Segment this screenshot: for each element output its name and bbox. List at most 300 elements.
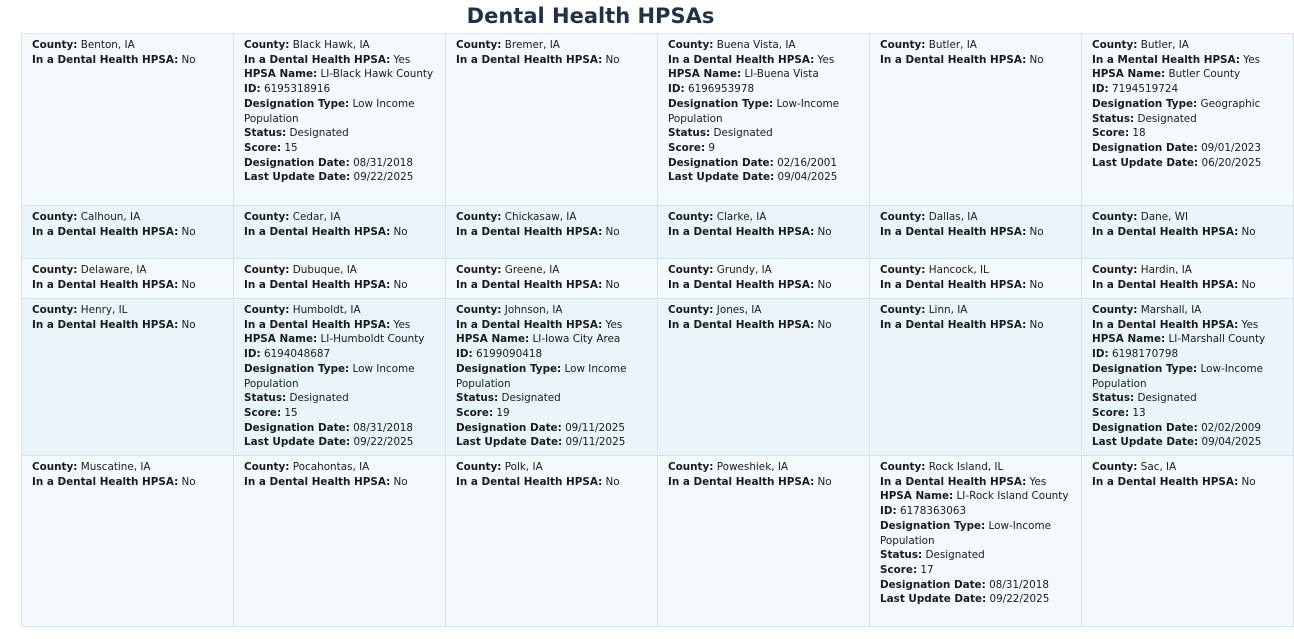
field-line — [244, 53, 435, 68]
county-cell — [234, 206, 446, 259]
field-label: Score: — [244, 141, 282, 154]
field-label: County: — [32, 304, 78, 316]
field-line — [32, 38, 223, 53]
field-label: In a Dental Health HPSA: — [1092, 278, 1239, 291]
field-line — [880, 519, 1071, 548]
grid-row — [22, 456, 1294, 627]
county-cell — [446, 206, 658, 259]
field-line — [244, 38, 435, 53]
field-value: Designated — [710, 127, 773, 140]
field-label: In a Dental Health HPSA: — [456, 278, 603, 291]
field-line — [456, 406, 647, 421]
field-line — [244, 126, 435, 141]
field-line — [668, 225, 859, 240]
field-line — [244, 225, 435, 240]
field-label: Designation Type: — [668, 97, 774, 110]
field-value: 13 — [1129, 406, 1146, 419]
field-label: In a Dental Health HPSA: — [244, 475, 391, 488]
field-line — [244, 67, 435, 82]
county-cell — [1082, 34, 1294, 206]
field-line — [32, 303, 223, 318]
field-value: 6198170798 — [1108, 348, 1179, 361]
county-cell — [446, 34, 658, 206]
field-label: Score: — [456, 406, 494, 419]
county-cell — [870, 259, 1082, 299]
field-line — [456, 460, 647, 475]
field-label: In a Dental Health HPSA: — [32, 53, 179, 66]
field-value: Hancock, IL — [925, 264, 989, 276]
field-line — [1092, 318, 1283, 333]
field-value: Low-Income Population — [1092, 362, 1263, 390]
field-line — [668, 97, 859, 126]
field-label: Designation Date: — [1092, 141, 1198, 154]
field-value: No — [1238, 278, 1256, 291]
field-label: In a Dental Health HPSA: — [880, 225, 1027, 238]
field-label: Status: — [668, 127, 711, 140]
field-value: Low Income Population — [456, 362, 627, 390]
field-line — [456, 347, 647, 362]
field-label: Designation Type: — [244, 97, 350, 110]
field-line — [244, 170, 435, 185]
field-value: Clarke, IA — [713, 211, 767, 223]
field-line — [1092, 38, 1283, 53]
field-label: County: — [668, 211, 714, 223]
field-value: Yes — [390, 318, 411, 331]
county-grid — [21, 33, 1294, 627]
field-value: 02/16/2001 — [773, 156, 837, 169]
field-line — [880, 278, 1071, 293]
field-value: LI-Rock Island County — [953, 490, 1069, 503]
field-line — [668, 303, 859, 318]
field-line — [244, 97, 435, 126]
county-cell — [22, 259, 234, 299]
field-label: County: — [32, 211, 78, 223]
county-cell — [870, 456, 1082, 627]
field-line — [244, 347, 435, 362]
field-line — [456, 303, 647, 318]
field-value: Yes — [390, 53, 411, 66]
county-grid-body — [22, 34, 1294, 627]
field-line — [1092, 347, 1283, 362]
field-line — [1092, 97, 1283, 112]
field-value: 6195318916 — [260, 83, 331, 96]
county-cell — [658, 34, 870, 206]
field-value: Poweshiek, IA — [713, 461, 788, 473]
field-label: Score: — [880, 563, 918, 576]
field-label: County: — [880, 461, 926, 473]
field-line — [668, 263, 859, 278]
field-value: Butler, IA — [1137, 39, 1189, 51]
field-label: Last Update Date: — [1092, 436, 1199, 449]
field-label: ID: — [880, 505, 897, 518]
field-value: Designated — [1134, 392, 1197, 405]
grid-row — [22, 259, 1294, 299]
field-value: LI-Black Hawk County — [317, 68, 434, 81]
county-cell — [1082, 299, 1294, 456]
field-value: Calhoun, IA — [77, 211, 141, 223]
field-line — [880, 303, 1071, 318]
field-value: Butler, IA — [925, 39, 977, 51]
field-label: Last Update Date: — [668, 171, 775, 184]
field-label: Designation Date: — [668, 156, 774, 169]
field-line — [1092, 126, 1283, 141]
field-line — [1092, 278, 1283, 293]
field-value: Polk, IA — [501, 461, 543, 473]
field-line — [1092, 391, 1283, 406]
field-value: 09/11/2025 — [562, 436, 626, 449]
field-label: Score: — [244, 406, 282, 419]
field-line — [1092, 303, 1283, 318]
field-line — [668, 126, 859, 141]
field-label: In a Dental Health HPSA: — [32, 475, 179, 488]
grid-row — [22, 206, 1294, 259]
field-label: In a Dental Health HPSA: — [1092, 225, 1239, 238]
field-label: Designation Date: — [244, 156, 350, 169]
field-line — [668, 460, 859, 475]
field-label: In a Dental Health HPSA: — [880, 53, 1027, 66]
page-title: Dental Health HPSAs — [466, 4, 715, 28]
field-value: No — [1238, 475, 1256, 488]
field-line — [456, 53, 647, 68]
field-label: County: — [1092, 264, 1138, 276]
field-line — [880, 548, 1071, 563]
field-value: Butler County — [1165, 68, 1241, 81]
field-value: No — [814, 318, 832, 331]
field-line — [1092, 421, 1283, 436]
field-value: LI-Iowa City Area — [529, 333, 621, 346]
county-cell — [234, 259, 446, 299]
county-cell — [1082, 259, 1294, 299]
field-line — [244, 156, 435, 171]
field-label: In a Dental Health HPSA: — [1092, 475, 1239, 488]
field-line — [456, 421, 647, 436]
field-line — [668, 210, 859, 225]
grid-row — [22, 299, 1294, 456]
field-label: Last Update Date: — [244, 436, 351, 449]
field-line — [668, 475, 859, 490]
field-value: Sac, IA — [1137, 461, 1177, 473]
field-value: 15 — [281, 141, 298, 154]
field-label: Designation Type: — [1092, 362, 1198, 375]
field-label: In a Dental Health HPSA: — [244, 318, 391, 331]
field-value: Cedar, IA — [289, 211, 341, 223]
county-cell — [22, 34, 234, 206]
field-line — [32, 225, 223, 240]
field-label: In a Dental Health HPSA: — [668, 278, 815, 291]
field-label: In a Dental Health HPSA: — [244, 225, 391, 238]
field-value: 09/04/2025 — [774, 171, 838, 184]
field-value: 19 — [493, 406, 510, 419]
field-label: Score: — [1092, 406, 1130, 419]
field-label: County: — [244, 264, 290, 276]
field-line — [456, 332, 647, 347]
field-value: 6194048687 — [260, 348, 331, 361]
field-line — [244, 332, 435, 347]
field-value: Dallas, IA — [925, 211, 978, 223]
field-value: No — [178, 278, 196, 291]
field-line — [32, 475, 223, 490]
field-value: LI-Buena Vista — [741, 68, 819, 81]
field-value: Chickasaw, IA — [501, 211, 577, 223]
field-value: 9 — [705, 141, 716, 154]
field-line — [456, 278, 647, 293]
field-value: Black Hawk, IA — [289, 39, 370, 51]
field-label: County: — [456, 211, 502, 223]
field-line — [244, 435, 435, 450]
field-label: In a Dental Health HPSA: — [668, 318, 815, 331]
field-value: Low-Income Population — [668, 97, 839, 125]
field-value: Delaware, IA — [77, 264, 147, 276]
field-line — [456, 475, 647, 490]
field-label: County: — [1092, 304, 1138, 316]
field-label: HPSA Name: — [244, 68, 318, 81]
field-line — [880, 578, 1071, 593]
field-value: 18 — [1129, 127, 1146, 140]
field-line — [244, 460, 435, 475]
field-value: Jones, IA — [713, 304, 762, 316]
field-value: Pocahontas, IA — [289, 461, 370, 473]
field-value: No — [1026, 278, 1044, 291]
field-label: In a Dental Health HPSA: — [668, 53, 815, 66]
field-value: 09/22/2025 — [986, 593, 1050, 606]
county-cell — [22, 299, 234, 456]
field-line — [456, 38, 647, 53]
field-label: Status: — [244, 127, 287, 140]
field-label: Designation Type: — [244, 362, 350, 375]
field-label: County: — [244, 304, 290, 316]
field-value: Dane, WI — [1137, 211, 1189, 223]
field-label: ID: — [668, 83, 685, 96]
field-label: County: — [880, 211, 926, 223]
field-label: ID: — [1092, 83, 1109, 96]
field-label: County: — [456, 39, 502, 51]
field-label: Last Update Date: — [244, 171, 351, 184]
field-value: Dubuque, IA — [289, 264, 357, 276]
field-value: 09/01/2023 — [1197, 141, 1261, 154]
field-line — [456, 391, 647, 406]
field-label: HPSA Name: — [1092, 68, 1166, 81]
field-value: Designated — [286, 127, 349, 140]
field-line — [244, 318, 435, 333]
field-label: County: — [1092, 211, 1138, 223]
field-line — [456, 225, 647, 240]
field-line — [1092, 53, 1283, 68]
field-label: Designation Date: — [1092, 421, 1198, 434]
field-value: Low Income Population — [244, 97, 415, 125]
field-value: Geographic — [1197, 97, 1261, 110]
field-label: County: — [880, 39, 926, 51]
field-line — [244, 141, 435, 156]
field-label: In a Dental Health HPSA: — [880, 278, 1027, 291]
field-label: County: — [880, 304, 926, 316]
field-label: County: — [880, 264, 926, 276]
field-value: Buena Vista, IA — [713, 39, 796, 51]
field-line — [456, 263, 647, 278]
field-label: In a Dental Health HPSA: — [456, 475, 603, 488]
county-cell — [234, 456, 446, 627]
field-value: Designated — [498, 392, 561, 405]
field-value: Low-Income Population — [880, 519, 1051, 547]
field-label: County: — [32, 461, 78, 473]
field-line — [32, 318, 223, 333]
field-label: Score: — [668, 141, 706, 154]
field-label: Designation Date: — [244, 421, 350, 434]
field-value: 6199090418 — [472, 348, 543, 361]
field-label: County: — [668, 461, 714, 473]
field-value: Rock Island, IL — [925, 461, 1004, 473]
field-label: HPSA Name: — [668, 68, 742, 81]
field-value: Designated — [286, 392, 349, 405]
field-label: County: — [456, 304, 502, 316]
field-value: 08/31/2018 — [349, 421, 413, 434]
field-value: Yes — [1239, 53, 1261, 66]
field-label: In a Mental Health HPSA: — [1092, 53, 1240, 66]
field-line — [244, 391, 435, 406]
field-value: No — [814, 278, 832, 291]
field-line — [1092, 475, 1283, 490]
field-line — [880, 53, 1071, 68]
field-value: No — [814, 225, 832, 238]
field-value: Yes — [1238, 318, 1259, 331]
field-label: In a Dental Health HPSA: — [668, 225, 815, 238]
field-label: County: — [244, 461, 290, 473]
field-line — [880, 489, 1071, 504]
field-line — [880, 318, 1071, 333]
field-label: County: — [668, 264, 714, 276]
field-value: No — [602, 53, 620, 66]
county-cell — [658, 456, 870, 627]
field-value: No — [602, 475, 620, 488]
field-line — [32, 278, 223, 293]
field-line — [32, 53, 223, 68]
field-label: County: — [244, 39, 290, 51]
field-label: County: — [244, 211, 290, 223]
field-line — [668, 156, 859, 171]
field-value: No — [178, 318, 196, 331]
field-line — [880, 504, 1071, 519]
field-value: Johnson, IA — [501, 304, 563, 316]
field-label: County: — [1092, 461, 1138, 473]
county-cell — [22, 456, 234, 627]
county-cell — [234, 34, 446, 206]
field-value: 09/22/2025 — [350, 436, 414, 449]
field-line — [668, 170, 859, 185]
field-label: HPSA Name: — [456, 333, 530, 346]
field-label: Status: — [880, 549, 923, 562]
field-value: Linn, IA — [925, 304, 968, 316]
field-line — [1092, 67, 1283, 82]
field-line — [456, 435, 647, 450]
county-cell — [1082, 206, 1294, 259]
field-label: Designation Date: — [456, 421, 562, 434]
field-line — [244, 421, 435, 436]
field-label: Status: — [1092, 112, 1135, 125]
field-value: No — [390, 278, 408, 291]
field-line — [32, 460, 223, 475]
field-line — [880, 563, 1071, 578]
field-label: HPSA Name: — [1092, 333, 1166, 346]
field-value: Low Income Population — [244, 362, 415, 390]
field-line — [1092, 460, 1283, 475]
field-label: Designation Type: — [1092, 97, 1198, 110]
field-label: HPSA Name: — [880, 490, 954, 503]
field-value: Benton, IA — [77, 39, 135, 51]
field-line — [880, 592, 1071, 607]
field-value: LI-Marshall County — [1165, 333, 1266, 346]
field-value: 08/31/2018 — [349, 156, 413, 169]
field-line — [880, 263, 1071, 278]
field-value: No — [178, 53, 196, 66]
field-line — [668, 318, 859, 333]
field-label: County: — [668, 39, 714, 51]
field-value: 08/31/2018 — [985, 578, 1049, 591]
field-value: Bremer, IA — [501, 39, 560, 51]
field-label: County: — [456, 264, 502, 276]
field-line — [880, 475, 1071, 490]
field-value: Hardin, IA — [1137, 264, 1192, 276]
county-cell — [446, 259, 658, 299]
field-value: Grundy, IA — [713, 264, 772, 276]
field-label: Score: — [1092, 127, 1130, 140]
field-line — [456, 318, 647, 333]
field-value: Designated — [922, 549, 985, 562]
field-value: No — [1026, 53, 1044, 66]
field-label: In a Dental Health HPSA: — [32, 318, 179, 331]
field-value: No — [602, 278, 620, 291]
field-label: In a Dental Health HPSA: — [668, 475, 815, 488]
field-line — [1092, 225, 1283, 240]
field-line — [1092, 263, 1283, 278]
county-cell — [1082, 456, 1294, 627]
field-label: Last Update Date: — [1092, 156, 1199, 169]
field-line — [244, 303, 435, 318]
county-cell — [22, 206, 234, 259]
field-label: ID: — [1092, 348, 1109, 361]
field-label: Last Update Date: — [456, 436, 563, 449]
field-line — [1092, 82, 1283, 97]
field-value: Humboldt, IA — [289, 304, 361, 316]
field-label: In a Dental Health HPSA: — [244, 278, 391, 291]
field-value: 7194519724 — [1108, 83, 1179, 96]
county-cell — [234, 299, 446, 456]
field-label: Designation Type: — [456, 362, 562, 375]
field-value: No — [1026, 318, 1044, 331]
field-line — [668, 141, 859, 156]
field-value: 6196953978 — [684, 83, 755, 96]
field-value: 09/11/2025 — [561, 421, 625, 434]
field-value: 09/04/2025 — [1198, 436, 1262, 449]
field-line — [1092, 435, 1283, 450]
field-value: No — [1238, 225, 1256, 238]
field-line — [244, 82, 435, 97]
field-value: Henry, IL — [77, 304, 128, 316]
field-line — [244, 475, 435, 490]
field-line — [244, 278, 435, 293]
field-label: In a Dental Health HPSA: — [456, 318, 603, 331]
field-label: County: — [1092, 39, 1138, 51]
field-label: ID: — [244, 83, 261, 96]
field-label: Status: — [244, 392, 287, 405]
field-line — [668, 38, 859, 53]
field-line — [668, 82, 859, 97]
county-cell — [446, 456, 658, 627]
field-line — [244, 362, 435, 391]
field-line — [880, 460, 1071, 475]
field-label: Status: — [1092, 392, 1135, 405]
field-value: 09/22/2025 — [350, 171, 414, 184]
county-cell — [870, 299, 1082, 456]
field-line — [1092, 332, 1283, 347]
